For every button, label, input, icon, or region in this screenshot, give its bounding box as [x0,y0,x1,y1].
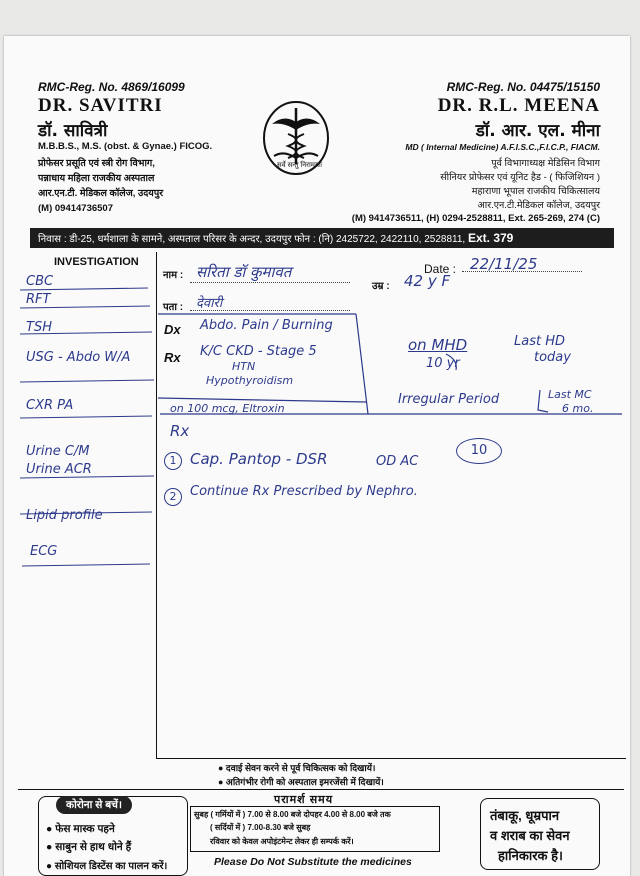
note-2: ● अतिगंभीर रोगी को अस्पताल इमरजेंसी में दिखायें। [218,777,384,787]
last-mc: Last MC [548,388,592,401]
last-mc-when: 6 mo. [562,402,594,415]
patient-date: 22/11/25 [470,255,538,273]
rx-item-number-1: 1 [164,452,182,470]
name-dotted-line [190,282,350,283]
right-doctor-name: DR. R.L. MEENA [437,95,600,116]
history-hypothyroid: Hypothyroidism [206,374,294,387]
address-label: पता : [163,302,184,313]
notes-divider [156,758,626,759]
investigation-item: RFT [26,292,51,307]
left-reg-number: RMC-Reg. No. 4869/16099 [38,80,185,94]
investigation-item: ECG [30,544,58,559]
mhd-status: on MHD [408,336,468,354]
clinical-box-lines [156,310,626,420]
right-doctor-line3: महाराणा भूपाल राजकीय चिकित्सालय [471,186,600,197]
investigation-item: TSH [26,320,52,335]
left-doctor-name-hindi: डॉ. सावित्री [38,121,108,141]
age-label: उम्र : [372,281,390,292]
last-hd: Last HD [514,334,565,349]
right-doctor-line2: सीनियर प्रोफेसर एवं यूनिट हैड - ( फिजिशियन ) [440,172,600,183]
mhd-years: 10 yr [426,356,460,371]
address-bar [30,228,614,248]
patient-age: 42 y F [404,272,451,290]
right-doctor-line1: पूर्व विभागाध्यक्ष मेडिसिन विभाग [491,158,600,169]
investigation-heading: INVESTIGATION [54,256,139,268]
investigation-lines [18,282,158,572]
history-eltroxin: on 100 mcg, Eltroxin [170,402,285,415]
right-doctor-degrees: MD ( Internal Medicine) A.F.I.S.C.,F.I.C.P., FIACM. [405,142,600,152]
timing-line-2: ( सर्दियों में ) 7.00-8.30 बजे सुबह [210,823,311,832]
investigation-item: Lipid profile [26,508,103,523]
right-doctor-name-hindi: डॉ. आर. एल. मीना [475,121,600,141]
rx-symbol: Rx [164,350,181,365]
address-ext: Ext. 379 [467,231,514,245]
note-1: ● दवाई सेवन करने से पूर्व चिकित्सक को दिखायें। [218,763,376,773]
date-label: Date : [424,262,457,276]
timing-line-3: रविवार को केवल अपोइंटमेन्ट लेकर ही सम्पर्क करें। [210,837,354,846]
history-htn: HTN [232,360,256,373]
timing-title: परामर्श समय [274,794,334,806]
history-ckd: K/C CKD - Stage 5 [200,344,317,359]
dx-symbol: Dx [164,322,181,337]
investigation-item: CXR PA [26,398,74,413]
investigation-item: Urine C/M [26,444,90,459]
prescription-rx: Rx [170,422,190,440]
warning-line-2: व शराब का सेवन [490,828,570,843]
timing-line-1: सुबह ( गर्मियों में ) 7.00 से 8.00 बजे दोपहर 4.00 से 8.00 बजे तक [194,810,391,819]
corona-item-2: ● साबुन से हाथ धोने हैं [46,841,132,853]
left-doctor-line1: प्रोफेसर प्रसूति एवं स्त्री रोग विभाग, [38,158,155,169]
corona-item-1: ● फेस मास्क पहने [46,823,115,835]
rx-item-1-days: 10 [456,438,502,464]
bottom-divider [18,789,624,790]
warning-line-3: हानिकारक है। [498,848,563,863]
rx-item-2: Continue Rx Prescribed by Nephro. [190,484,418,499]
irregular-period: Irregular Period [398,392,500,407]
right-doctor-line4: आर.एन.टी.मेडिकल कॉलेज, उदयपुर [477,200,600,211]
left-doctor-mobile: (M) 09414736507 [38,203,113,214]
address-text: निवास : डी-25, धर्मशाला के सामने, अस्पताल परिसर के अन्दर, उदयपुर फोन : (नि) 2425722, 2422110, 2528811, [38,234,466,245]
last-hd-when: today [534,350,571,365]
left-doctor-name: DR. SAVITRI [38,95,163,116]
timing-footer: Please Do Not Substitute the medicines [214,856,412,868]
left-doctor-line3: आर.एन.टी. मेडिकल कॉलेज, उदयपुर [38,188,164,199]
patient-name: सरिता डॉ कुमावत [196,263,292,281]
logo-motto: सर्वे सन्तु निरामयाः [277,162,323,169]
left-doctor-line2: पन्नाधाय महिला राजकीय अस्पताल [38,173,155,184]
corona-item-3: ● सोशियल डिस्टेंस का पालन करें। [46,861,168,872]
investigation-item: Urine ACR [26,462,92,477]
rx-item-1: Cap. Pantop - DSR [190,450,328,468]
corona-title: कोरोना से बचें। [56,796,132,814]
patient-address: देवारी [196,296,223,311]
right-reg-number: RMC-Reg. No. 04475/15150 [446,80,600,94]
warning-line-1: तंबाकू, धूम्रपान [490,808,560,823]
investigation-item: USG - Abdo W/A [26,350,131,365]
rx-item-number-2: 2 [164,488,182,506]
date-dotted-line [462,271,582,272]
left-doctor-degrees: M.B.B.S., M.S. (obst. & Gynae.) FICOG. [38,141,213,152]
investigation-item: CBC [26,274,54,289]
name-label: नाम : [163,270,184,281]
right-doctor-phones: (M) 9414736511, (H) 0294-2528811, Ext. 265-269, 274 (C) [351,213,600,224]
rx-item-1-dose: OD AC [376,454,419,469]
complaint: Abdo. Pain / Burning [200,318,333,333]
